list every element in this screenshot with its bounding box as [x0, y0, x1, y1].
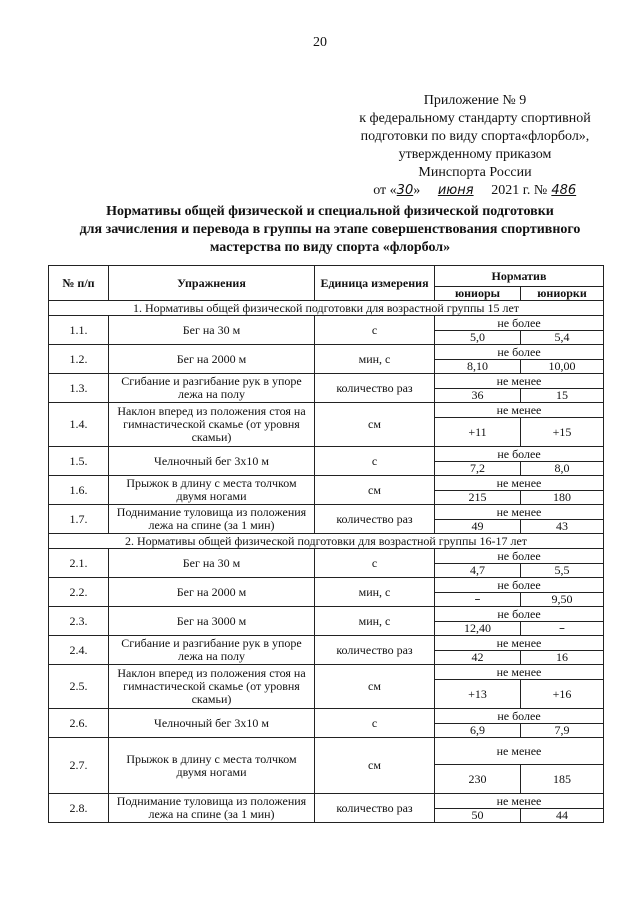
- table-row: [49, 476, 604, 491]
- exercise-name: Поднимание туловища из положения лежа на спине (за 1 мин): [109, 794, 315, 823]
- value-juniors-f: 185: [521, 765, 604, 794]
- norm-qualifier: не более: [435, 345, 604, 360]
- value-juniors-f: 5,4: [521, 331, 604, 345]
- table-row: [49, 549, 604, 564]
- unit-cell: см: [315, 738, 435, 794]
- row-number: 1.1.: [49, 316, 109, 345]
- norm-qualifier: не менее: [435, 476, 604, 491]
- value-juniors-m: 49: [435, 520, 521, 534]
- norm-qualifier: не менее: [435, 505, 604, 520]
- norm-qualifier: не более: [435, 549, 604, 564]
- row-number: 2.3.: [49, 607, 109, 636]
- exercise-name: Челночный бег 3х10 м: [109, 447, 315, 476]
- row-number: 1.5.: [49, 447, 109, 476]
- value-juniors-f: +16: [521, 680, 604, 709]
- appendix-date: [340, 182, 610, 200]
- value-juniors-m: +11: [435, 418, 521, 447]
- row-number: 1.6.: [49, 476, 109, 505]
- table-row: [49, 578, 604, 593]
- table-row: [49, 374, 604, 389]
- exercise-name: Бег на 2000 м: [109, 578, 315, 607]
- norm-qualifier: не более: [435, 447, 604, 462]
- exercise-name: Бег на 30 м: [109, 549, 315, 578]
- value-juniors-m: 8,10: [435, 360, 521, 374]
- group-header: 2. Нормативы общей физической подготовки для возрастной группы 16-17 лет: [49, 534, 604, 549]
- value-juniors-m: 230: [435, 765, 521, 794]
- header-norm: Норматив: [435, 266, 604, 287]
- norm-qualifier: не более: [435, 607, 604, 622]
- value-juniors-f: 15: [521, 389, 604, 403]
- date-year: 2021 г. №: [491, 183, 548, 198]
- group-header-row: [49, 301, 604, 316]
- date-day: 30: [396, 183, 414, 198]
- norms-table: [48, 265, 604, 823]
- table-row: [49, 738, 604, 765]
- appendix-block: [340, 92, 610, 200]
- value-juniors-f: 5,5: [521, 564, 604, 578]
- row-number: 1.7.: [49, 505, 109, 534]
- exercise-name: Сгибание и разгибание рук в упоре лежа на полу: [109, 374, 315, 403]
- unit-cell: с: [315, 549, 435, 578]
- value-juniors-f: 9,50: [521, 593, 604, 607]
- value-juniors-f: +15: [521, 418, 604, 447]
- norm-qualifier: не менее: [435, 636, 604, 651]
- header-unit: Единица измерения: [315, 266, 435, 301]
- header-juniors-m: юниоры: [435, 287, 521, 301]
- unit-cell: см: [315, 403, 435, 447]
- row-number: 2.4.: [49, 636, 109, 665]
- norm-qualifier: не менее: [435, 403, 604, 418]
- value-juniors-f: 180: [521, 491, 604, 505]
- row-number: 2.7.: [49, 738, 109, 794]
- value-juniors-m: 12,40: [435, 622, 521, 636]
- norm-qualifier: не менее: [435, 794, 604, 809]
- norm-qualifier: не более: [435, 709, 604, 724]
- title-line: для зачисления и перевода в группы на этапе совершенствования спортивного: [79, 222, 581, 237]
- unit-cell: количество раз: [315, 636, 435, 665]
- exercise-name: Сгибание и разгибание рук в упоре лежа на полу: [109, 636, 315, 665]
- norm-qualifier: не более: [435, 578, 604, 593]
- unit-cell: количество раз: [315, 374, 435, 403]
- table-row: [49, 447, 604, 462]
- date-prefix: от «: [373, 183, 397, 198]
- group-header: 1. Нормативы общей физической подготовки для возрастной группы 15 лет: [49, 301, 604, 316]
- value-juniors-m: 215: [435, 491, 521, 505]
- unit-cell: количество раз: [315, 794, 435, 823]
- table-row: [49, 794, 604, 809]
- exercise-name: Наклон вперед из положения стоя на гимнастической скамье (от уровня скамьи): [109, 403, 315, 447]
- unit-cell: мин, с: [315, 607, 435, 636]
- unit-cell: см: [315, 476, 435, 505]
- value-juniors-m: 5,0: [435, 331, 521, 345]
- table-row: [49, 665, 604, 680]
- table-row: [49, 505, 604, 520]
- unit-cell: см: [315, 665, 435, 709]
- header-exercise: Упражнения: [109, 266, 315, 301]
- header-num: № п/п: [49, 266, 109, 301]
- row-number: 2.2.: [49, 578, 109, 607]
- unit-cell: с: [315, 709, 435, 738]
- unit-cell: с: [315, 447, 435, 476]
- value-juniors-m: –: [435, 593, 521, 607]
- table-row: [49, 709, 604, 724]
- document-title: [40, 203, 620, 257]
- row-number: 1.3.: [49, 374, 109, 403]
- exercise-name: Бег на 3000 м: [109, 607, 315, 636]
- exercise-name: Поднимание туловища из положения лежа на спине (за 1 мин): [109, 505, 315, 534]
- date-mid: »: [413, 183, 421, 198]
- value-juniors-f: 44: [521, 809, 604, 823]
- value-juniors-f: 43: [521, 520, 604, 534]
- value-juniors-f: 8,0: [521, 462, 604, 476]
- table-body: [49, 301, 604, 823]
- header-juniors-f: юниорки: [521, 287, 604, 301]
- exercise-name: Прыжок в длину с места толчком двумя ногами: [109, 738, 315, 794]
- title-line: Нормативы общей физической и специальной физической подготовки: [106, 204, 554, 219]
- exercise-name: Прыжок в длину с места толчком двумя ногами: [109, 476, 315, 505]
- table-row: [49, 607, 604, 622]
- table-row: [49, 636, 604, 651]
- date-month: июня: [437, 183, 474, 198]
- value-juniors-f: 16: [521, 651, 604, 665]
- value-juniors-m: 36: [435, 389, 521, 403]
- norm-qualifier: не менее: [435, 374, 604, 389]
- unit-cell: с: [315, 316, 435, 345]
- unit-cell: количество раз: [315, 505, 435, 534]
- exercise-name: Наклон вперед из положения стоя на гимнастической скамье (от уровня скамьи): [109, 665, 315, 709]
- exercise-name: Челночный бег 3х10 м: [109, 709, 315, 738]
- table-row: [49, 403, 604, 418]
- row-number: 2.8.: [49, 794, 109, 823]
- unit-cell: мин, с: [315, 578, 435, 607]
- value-juniors-m: 7,2: [435, 462, 521, 476]
- table-row: [49, 345, 604, 360]
- appendix-line: к федеральному стандарту спортивной: [359, 111, 591, 126]
- value-juniors-f: 7,9: [521, 724, 604, 738]
- row-number: 2.5.: [49, 665, 109, 709]
- appendix-line: Минспорта России: [418, 165, 532, 180]
- row-number: 1.4.: [49, 403, 109, 447]
- appendix-line: Приложение № 9: [423, 93, 527, 108]
- value-juniors-f: –: [521, 622, 604, 636]
- page-number: 20: [313, 35, 327, 50]
- norm-qualifier: не более: [435, 316, 604, 331]
- appendix-line: подготовки по виду спорта«флорбол»,: [360, 129, 590, 144]
- norm-qualifier: не менее: [435, 665, 604, 680]
- value-juniors-f: 10,00: [521, 360, 604, 374]
- appendix-line: утвержденному приказом: [398, 147, 552, 162]
- value-juniors-m: 4,7: [435, 564, 521, 578]
- table-row: [49, 316, 604, 331]
- row-number: 1.2.: [49, 345, 109, 374]
- group-header-row: [49, 534, 604, 549]
- unit-cell: мин, с: [315, 345, 435, 374]
- exercise-name: Бег на 30 м: [109, 316, 315, 345]
- date-number: 486: [551, 183, 577, 198]
- row-number: 2.6.: [49, 709, 109, 738]
- norm-qualifier: не менее: [435, 738, 604, 765]
- value-juniors-m: +13: [435, 680, 521, 709]
- value-juniors-m: 6,9: [435, 724, 521, 738]
- title-line: мастерства по виду спорта «флорбол»: [209, 240, 451, 255]
- exercise-name: Бег на 2000 м: [109, 345, 315, 374]
- value-juniors-m: 42: [435, 651, 521, 665]
- value-juniors-m: 50: [435, 809, 521, 823]
- row-number: 2.1.: [49, 549, 109, 578]
